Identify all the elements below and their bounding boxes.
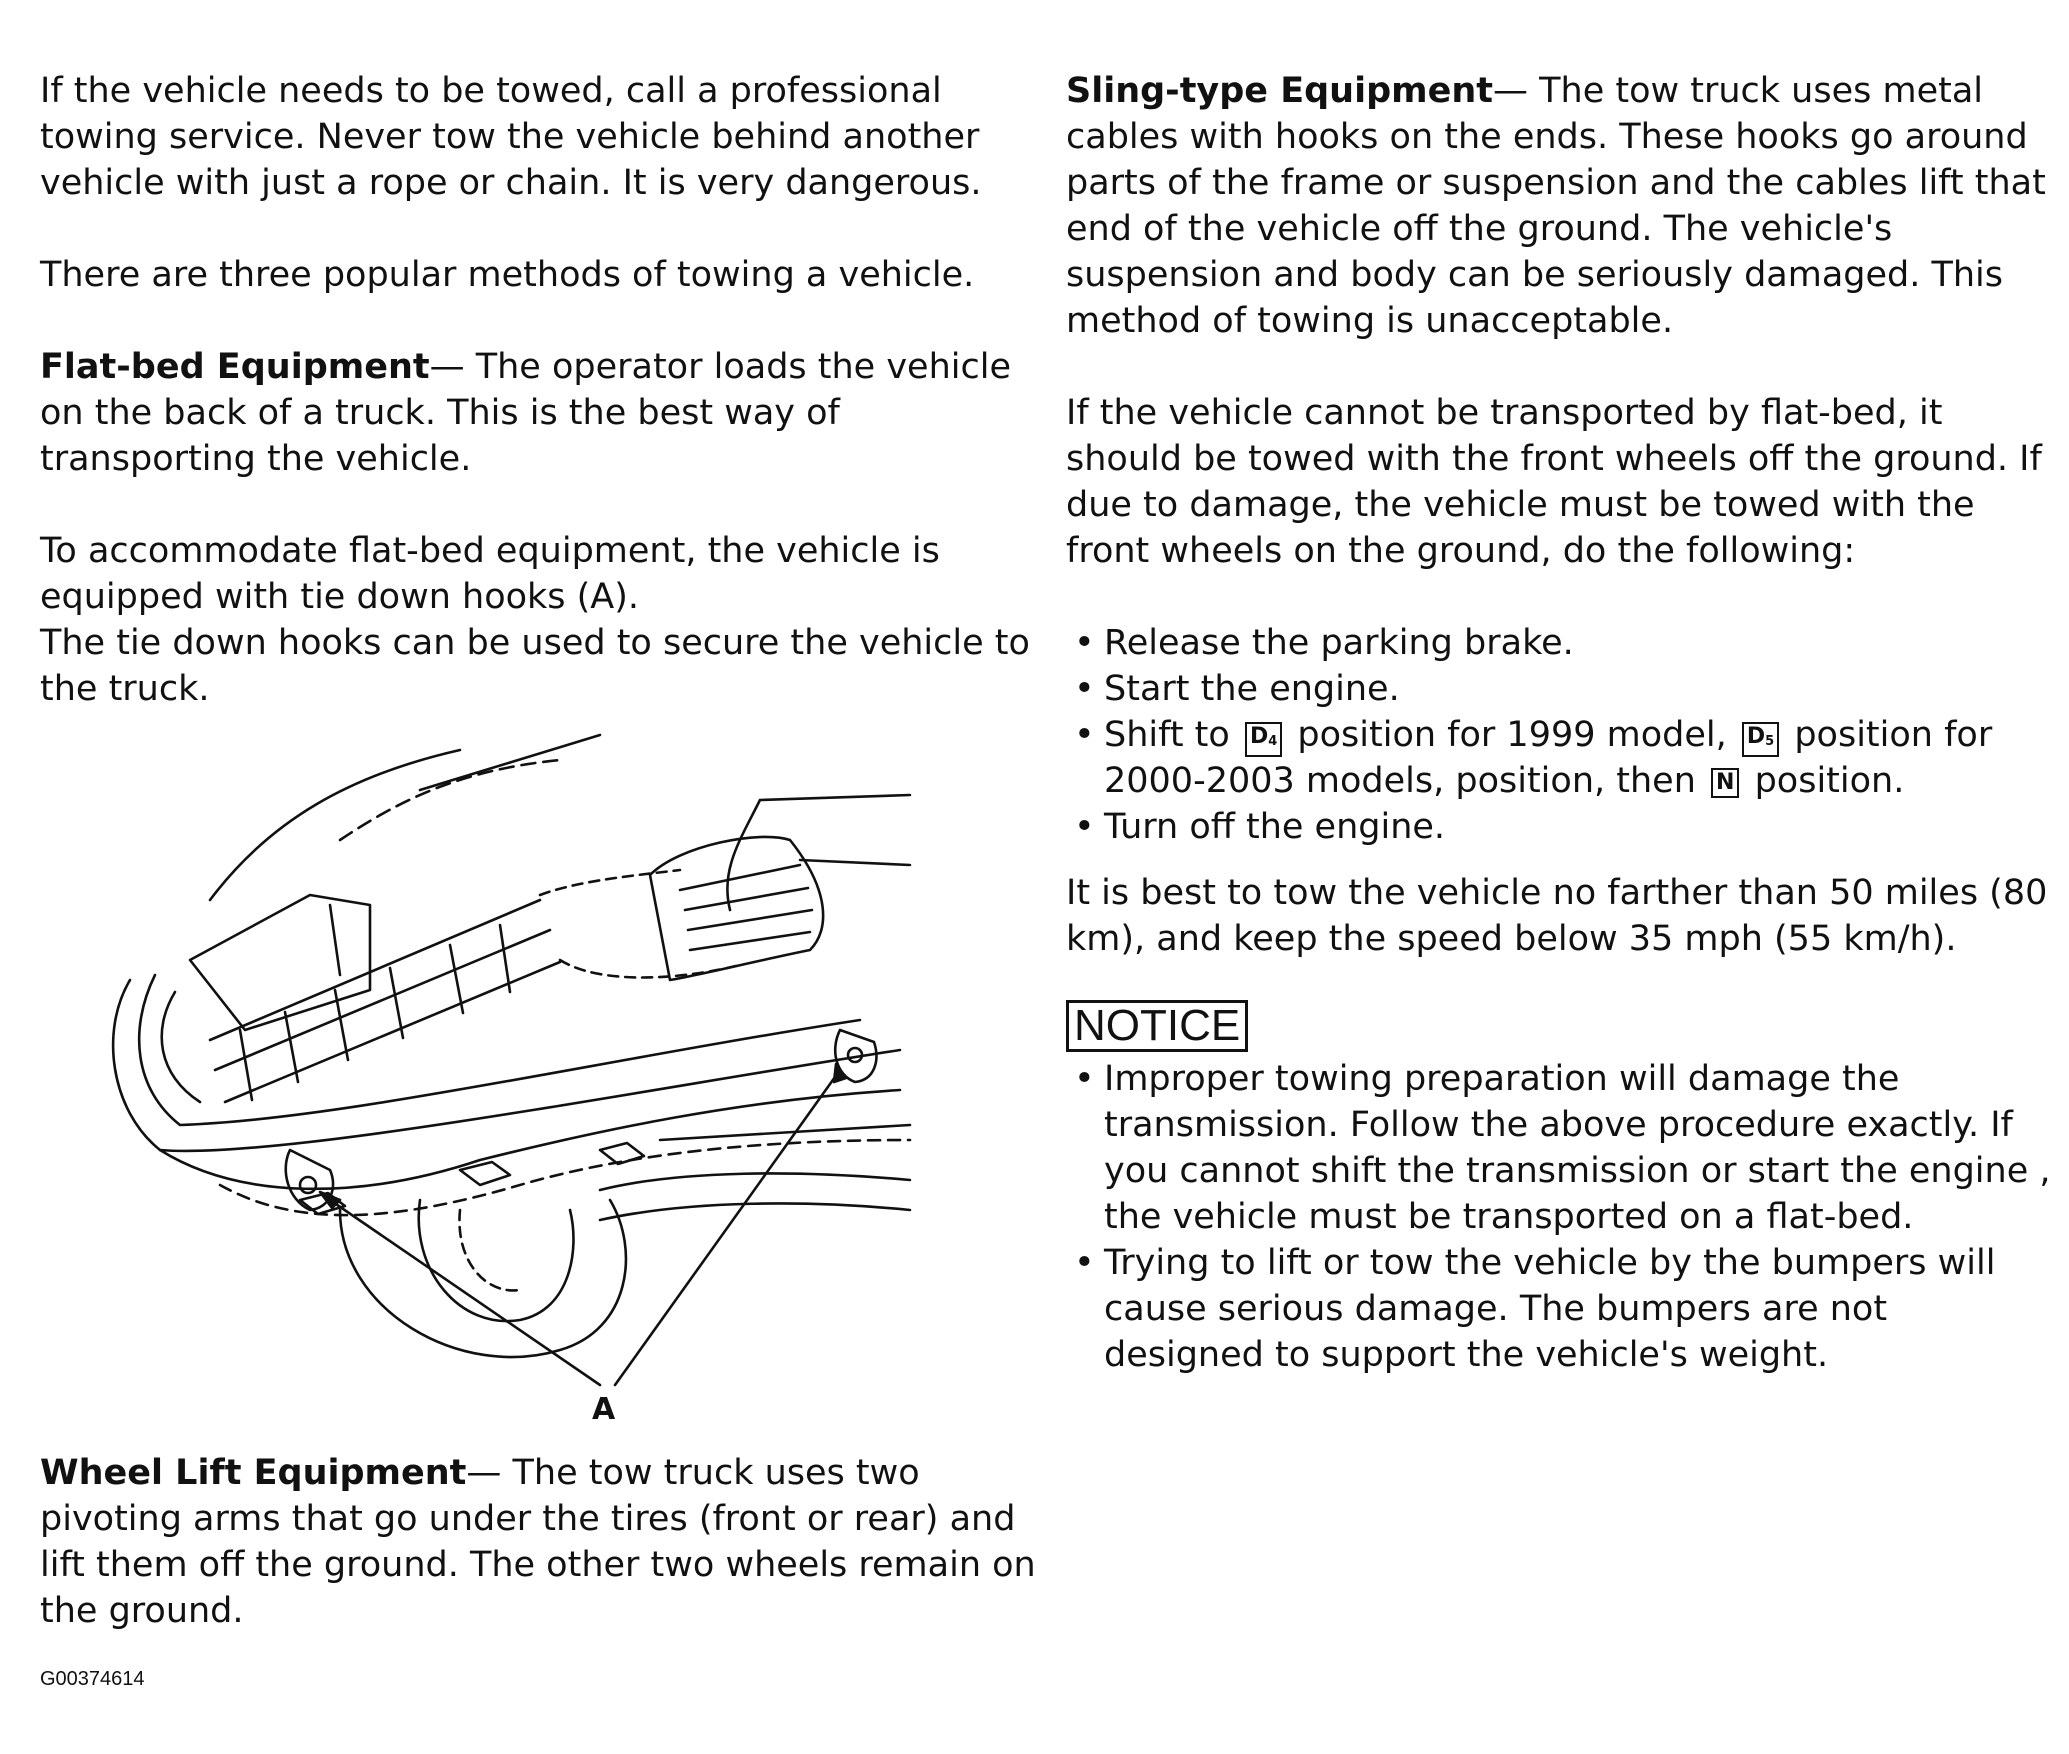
step-shift-text-a: Shift to [1104,715,1230,755]
step-shift-text-b: position for 1999 model, [1297,715,1727,755]
notice-item-2: • Trying to lift or tow the vehicle by the bumpers will cause serious damage. The bumpers are not designed to support the vehicle's weight. [1066,1240,2056,1378]
step-shift-gear [1066,712,2056,804]
gear-d4-icon: $D_4$ [1245,722,1282,757]
gear-d5-icon: $D_5$ [1742,722,1779,757]
flatbed-title: Flat-bed Equipment [40,347,430,387]
hooks-paragraph-1: To accommodate flat-bed equipment, the vehicle is equipped with tie down hooks (A). [40,531,940,617]
wheel-lift-paragraph [40,1450,1040,1634]
flatbed-text: — The operator loads the vehicle on the back of a truck. This is the best way of transporting the vehicle. [40,347,1011,479]
notice-list [1066,1056,2056,1378]
left-column [40,68,1040,758]
right-column [1066,68,2056,1398]
step-turn-off-engine: • Turn off the engine. [1066,804,2056,850]
tie-down-hooks-illustration [40,730,940,1410]
methods-paragraph: There are three popular methods of towing a vehicle. [40,255,975,295]
sling-title: Sling-type Equipment [1066,71,1494,111]
gear-n-icon: N [1711,768,1739,798]
notice-item-1: • Improper towing preparation will damage the transmission. Follow the above procedure exactly. If you cannot shift the transmission or start the engine , the vehicle must be transported on a flat-bed. [1066,1056,2056,1240]
step-shift-text-d: position. [1754,761,1905,801]
distance-paragraph: It is best to tow the vehicle no farther than 50 miles (80 km), and keep the speed below 35 mph (55 km/h). [1066,873,2048,959]
flatbed-paragraph [40,344,1040,482]
sling-paragraph [1066,68,2056,344]
wheel-lift-text: — The tow truck uses two pivoting arms that go under the tires (front or rear) and lift them off the ground. The other two wheels remain on the ground. [40,1453,1036,1631]
step-start-engine: • Start the engine. [1066,666,2056,712]
wheel-lift-title: Wheel Lift Equipment [40,1453,467,1493]
figure-label-a: A [592,1392,616,1427]
intro-paragraph: If the vehicle needs to be towed, call a professional towing service. Never tow the vehicle behind another vehicle with just a rope or chain. It is very dangerous. [40,71,982,203]
step-shift-text-c: position for 2000-2003 models, position, then [1104,715,1993,801]
notice-label: NOTICE [1066,1000,1248,1052]
sling-text: — The tow truck uses metal cables with hooks on the ends. These hooks go around parts of the frame or suspension and the cables lift that end of the vehicle off the ground. The vehicle's suspension and body can be seriously damaged. This method of towing is unacceptable. [1066,71,2046,341]
step-release-brake: • Release the parking brake. [1066,620,2056,666]
front-wheels-paragraph: If the vehicle cannot be transported by flat-bed, it should be towed with the front wheels off the ground. If due to damage, the vehicle must be towed with the front wheels on the ground, do the following: [1066,393,2042,571]
figure-id: G00374614 [40,1668,145,1690]
hooks-paragraph-2: The tie down hooks can be used to secure the vehicle to the truck. [40,623,1030,709]
towing-steps-list [1066,620,2056,850]
